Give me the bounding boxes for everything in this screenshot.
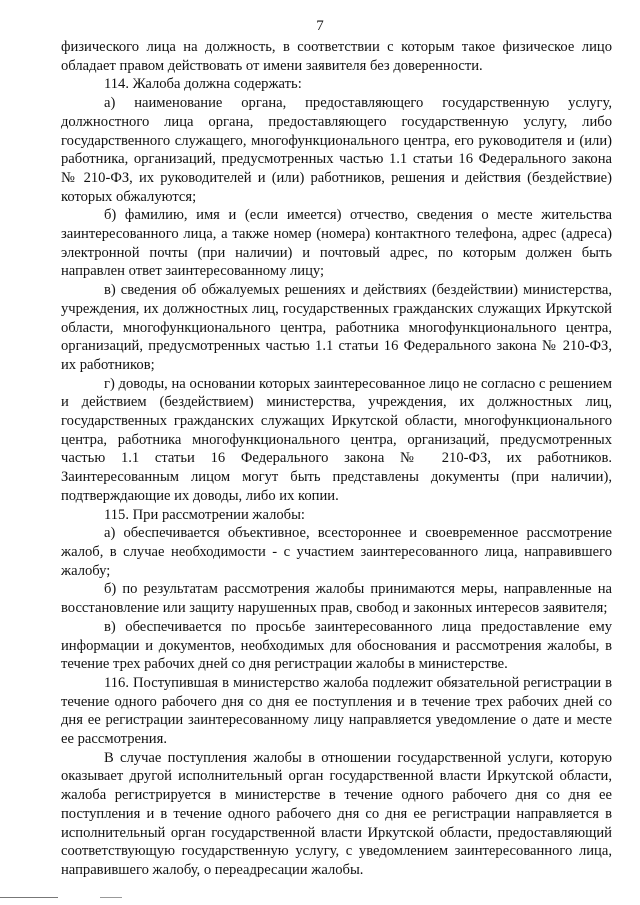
paragraph-114-a: а) наименование органа, предоставляющего государственную услугу, должностного лица органа, предоставляющего государственную услугу, либо государственного служащего, многофункционального центра, его руководителя и (или) работника, организаций, предусмотренных частью 1.1 статьи 16 Федерального закона № 210-ФЗ, их руководителей и (или) работников, решения и действия (бездействие) которых обжалуются; bbox=[61, 95, 612, 205]
paragraph-116: 116. Поступившая в министерство жалоба подлежит обязательной регистрации в течение одного рабочего дня со дня ее поступления и в течение трех рабочих дней со дня ее регистрации заинтересованному лицу направляется уведомление о дате и месте ее рассмотрения. bbox=[61, 674, 612, 748]
paragraph-116-redirect: В случае поступления жалобы в отношении государственной услуги, которую оказывает другой исполнительный орган государственной власти Иркутской области, жалоба регистрируется в министерстве в течение одного рабочего дня со дня ее поступления и в течение одного рабочего дня со дня ее регистрации направляется в исполнительный орган государственной власти Иркутской области, предоставляющий соответствующую государственную услугу, с уведомлением заинтересованного лица, направившего жалобу, о переадресации жалобы. bbox=[61, 749, 612, 878]
paragraph-114-g: г) доводы, на основании которых заинтересованное лицо не согласно с решением и действием (бездействием) министерства, учреждения, их должностных лиц, государственных гражданских служащих Иркутской области, многофункционального центра, работника многофункционального центра, организаций, предусмотренных частью 1.1 статьи 16 Федерального закона № 210-ФЗ, их работников. Заинтересованным лицом могут быть представлены документы (при наличии), подтверждающие их доводы, либо их копии. bbox=[61, 375, 612, 504]
paragraph-114-v: в) сведения об обжалуемых решениях и действиях (бездействии) министерства, учреждения, их должностных лиц, государственных гражданских служащих Иркутской области, многофункционального центра, работника многофункционального центра, организаций, предусмотренных частью 1.1 статьи 16 Федерального закона № 210-ФЗ, их работников; bbox=[61, 282, 612, 373]
paragraph-114-heading: 114. Жалоба должна содержать: bbox=[104, 76, 302, 93]
footer-rule bbox=[0, 897, 58, 898]
paragraph-115-heading: 115. При рассмотрении жалобы: bbox=[104, 506, 305, 523]
paragraph-115-a: а) обеспечивается объективное, всестороннее и своевременное рассмотрение жалоб, в случае необходимости - с участием заинтересованного лица, направившего жалобу; bbox=[61, 525, 612, 579]
paragraph-115-v: в) обеспечивается по просьбе заинтересованного лица предоставление ему информации и документов, необходимых для обоснования и рассмотрения жалобы, в течение трех рабочих дней со дня регистрации жалобы в министерстве. bbox=[61, 618, 612, 673]
page-number: 7 bbox=[316, 18, 324, 34]
document-body bbox=[61, 38, 612, 880]
paragraph-continuation: физического лица на должность, в соответствии с которым такое физическое лицо обладает правом действовать от имени заявителя без доверенности. bbox=[61, 39, 612, 74]
paragraph-114-b: б) фамилию, имя и (если имеется) отчество, сведения о месте жительства заинтересованного лица, а также номер (номера) контактного телефона, адрес (адреса) электронной почты (при наличии) и почтовый адрес, по которым должен быть направлен ответ заинтересованному лицу; bbox=[61, 207, 612, 280]
footer-mark bbox=[100, 897, 122, 898]
paragraph-115-b: б) по результатам рассмотрения жалобы принимаются меры, направленные на восстановление или защиту нарушенных прав, свобод и законных интересов заявителя; bbox=[61, 581, 612, 617]
